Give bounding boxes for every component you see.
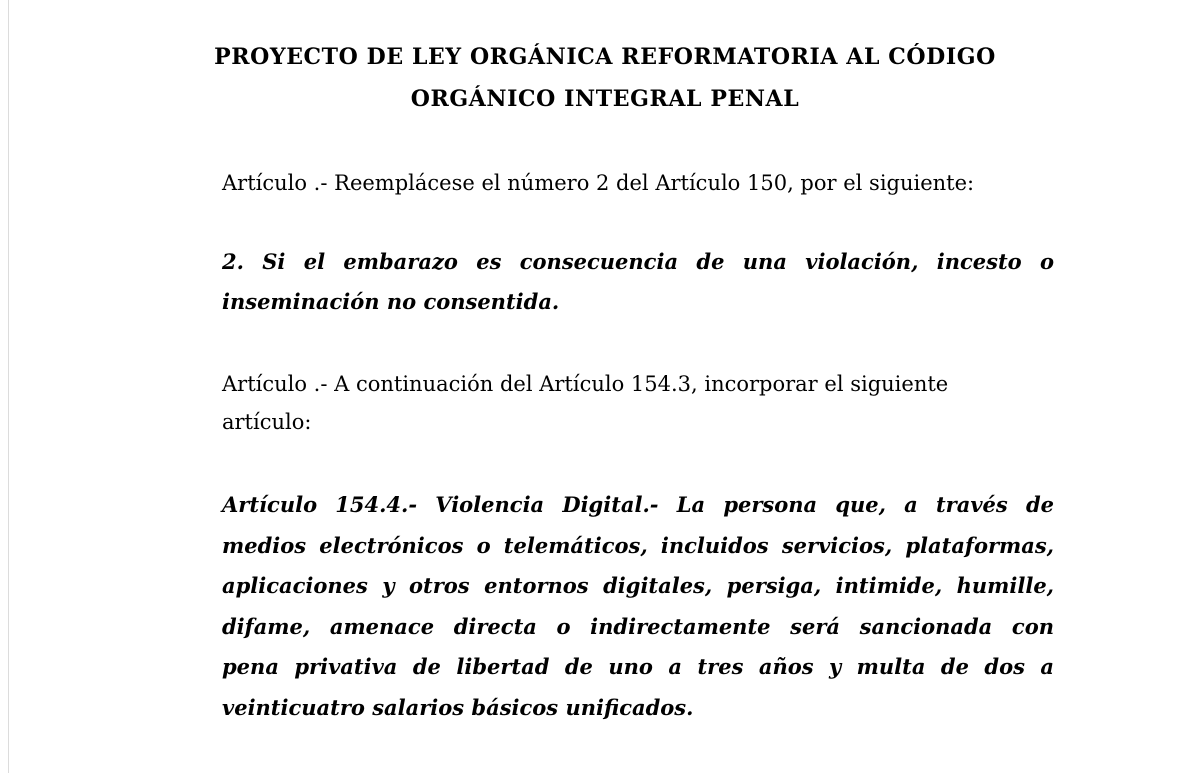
article-154-4-line: aplicaciones y otros entornos digitales, persiga, intimide, humille, [222,573,1054,598]
page-edge-line [8,0,9,773]
article-2-intro [222,365,948,441]
title-line-1: PROYECTO DE LEY ORGÁNICA REFORMATORIA AL CÓDIGO [214,44,996,70]
numbered-clause [222,242,1054,322]
article-154-4-line: pena privativa de libertad de uno a tres años y multa de dos a [222,654,1054,679]
document-title [150,36,1060,120]
article-2-intro-line-1: Artículo .- A continuación del Artículo 154.3, incorporar el siguiente [222,372,949,396]
article-154-4-line: Artículo 154.4.- Violencia Digital.- La persona que, a través de [222,492,1054,517]
article-154-4-line: medios electrónicos o telemáticos, incluidos servicios, plataformas, [222,532,1054,558]
article-1-intro: Artículo .- Reemplácese el número 2 del Artículo 150, por el siguiente: [222,171,975,195]
article-154-4-text [222,485,1054,728]
numbered-clause-line-2: inseminación no consentida. [222,289,560,314]
title-line-2: ORGÁNICO INTEGRAL PENAL [410,86,800,112]
numbered-clause-line-1: 2. Si el embarazo es consecuencia de una violación, incesto o [222,249,1054,274]
article-154-4-line: veinticuatro salarios básicos unificados. [222,694,694,720]
article-154-4-line: difame, amenace directa o indirectamente será sancionada con [222,613,1054,639]
article-2-intro-line-2: artículo: [222,410,312,434]
